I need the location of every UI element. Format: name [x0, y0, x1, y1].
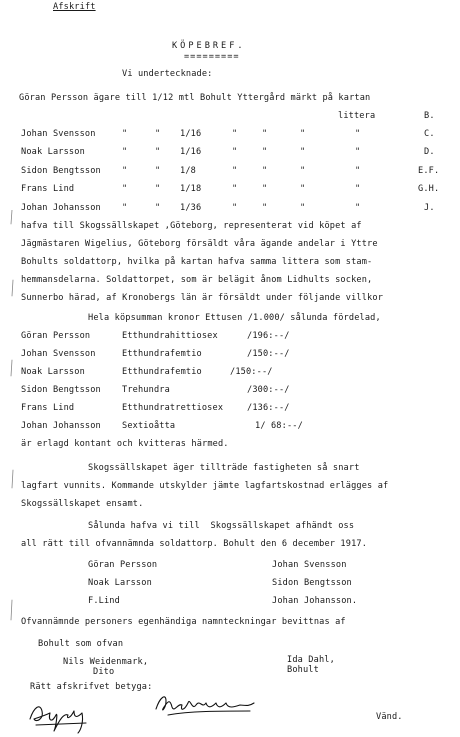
amount-words: Etthundrafemtio: [122, 367, 202, 377]
owner-name: Sidon Bengtsson: [21, 166, 101, 176]
ditto-mark: ": [355, 129, 361, 139]
ditto-mark: ": [232, 147, 238, 157]
handwritten-signature: [150, 689, 260, 721]
first-owner-line: Göran Persson ägare till 1/12 mtl Bohult Yttergård märkt på kartan: [19, 93, 371, 103]
littera-header: littera: [338, 111, 376, 121]
body-line: hafva till Skogssällskapet ,Göteborg, representerat vid köpet af: [21, 221, 362, 231]
ditto-mark: ": [355, 166, 361, 176]
owner-share: 1/18: [180, 184, 202, 194]
ditto-mark: ": [355, 203, 361, 213]
turn-over-note: Vänd.: [376, 712, 403, 722]
owner-littera: E.F.: [418, 166, 440, 176]
owner-name: Noak Larsson: [21, 147, 85, 157]
owner-littera: G.H.: [418, 184, 440, 194]
amount-figure: /300:--/: [247, 385, 290, 395]
access-line: Skogssällskapet äger tillträde fastigheten så snart: [88, 463, 360, 473]
ditto-mark: ": [262, 129, 268, 139]
owner-littera: J.: [424, 203, 435, 213]
payer-name: Göran Persson: [21, 331, 91, 341]
owner-share: 1/36: [180, 203, 202, 213]
ditto-mark: ": [262, 147, 268, 157]
owner-share: 1/16: [180, 129, 202, 139]
ditto-mark: ": [155, 203, 161, 213]
handwritten-signature: [26, 697, 106, 737]
certify-line: Rätt afskrifvet betyga:: [30, 682, 153, 692]
payer-name: Noak Larsson: [21, 367, 85, 377]
witness-address: Bohult: [287, 665, 319, 675]
witness-name: Ida Dahl,: [287, 655, 335, 665]
copy-label: Afskrift: [53, 2, 96, 12]
body-line: hemmansdelarna. Soldattorpet, som är belägit ånom Lidhults socken,: [21, 275, 373, 285]
witness-name: Nils Weidenmark,: [63, 657, 149, 667]
amount-words: Trehundra: [122, 385, 170, 395]
access-line: Skogssällskapet ensamt.: [21, 499, 144, 509]
ditto-mark: ": [232, 184, 238, 194]
witness-address: Dito: [93, 667, 115, 677]
ditto-mark: ": [300, 147, 306, 157]
conveyance-line: all rätt till ofvannämnda soldattorp. Bohult den 6 december 1917.: [21, 539, 368, 549]
ditto-mark: ": [122, 129, 128, 139]
conveyance-line: Sålunda hafva vi till Skogssällskapet afhändt oss: [88, 521, 355, 531]
amount-words: Sextioåtta: [122, 421, 176, 431]
witness-line: Ofvannämnde personers egenhändiga namnteckningar bevittnas af: [21, 617, 346, 627]
owner-name: Johan Johansson: [21, 203, 101, 213]
ditto-mark: ": [300, 203, 306, 213]
ditto-mark: ": [262, 184, 268, 194]
body-line: Sunnerbo härad, af Kronobergs län är försäldt under följande villkor: [21, 293, 384, 303]
amount-figure: /150:--/: [247, 349, 290, 359]
ditto-mark: ": [155, 184, 161, 194]
first-owner-littera: B.: [424, 111, 435, 121]
payer-name: Johan Johansson: [21, 421, 101, 431]
ditto-mark: ": [122, 203, 128, 213]
ditto-mark: ": [300, 129, 306, 139]
ditto-mark: ": [355, 184, 361, 194]
signatory-name: Noak Larsson: [88, 578, 152, 588]
access-line: lagfart vunnits. Kommande utskylder jämte lagfartskostnad erlägges af: [21, 481, 389, 491]
owner-share: 1/8: [180, 166, 196, 176]
ditto-mark: ": [122, 184, 128, 194]
margin-marks: [6, 210, 18, 630]
owner-name: Johan Svensson: [21, 129, 96, 139]
ditto-mark: ": [122, 166, 128, 176]
amount-figure: /136:--/: [247, 403, 290, 413]
ditto-mark: ": [232, 166, 238, 176]
ditto-mark: ": [155, 147, 161, 157]
owner-name: Frans Lind: [21, 184, 75, 194]
signatory-name: F.Lind: [88, 596, 120, 606]
payer-name: Johan Svensson: [21, 349, 96, 359]
ditto-mark: ": [355, 147, 361, 157]
owner-littera: C.: [424, 129, 435, 139]
ditto-mark: ": [300, 166, 306, 176]
amount-words: Etthundrahittiosex: [122, 331, 218, 341]
ditto-mark: ": [232, 203, 238, 213]
document-title: KÖPEBREF.: [172, 41, 246, 51]
amount-words: Etthundrafemtio: [122, 349, 202, 359]
ditto-mark: ": [300, 184, 306, 194]
ditto-mark: ": [262, 166, 268, 176]
signatory-name: Sidon Bengtsson: [272, 578, 352, 588]
ditto-mark: ": [155, 166, 161, 176]
body-line: Jägmästaren Wigelius, Göteborg försäldt våra ägande andelar i Yttre: [21, 239, 378, 249]
amount-words: Etthundratrettiosex: [122, 403, 224, 413]
payer-name: Frans Lind: [21, 403, 75, 413]
owner-littera: D.: [424, 147, 435, 157]
signatory-name: Göran Persson: [88, 560, 158, 570]
amount-figure: 1/ 68:--/: [255, 421, 303, 431]
paid-line: är erlagd kontant och kvitteras härmed.: [21, 439, 229, 449]
payer-name: Sidon Bengtsson: [21, 385, 101, 395]
price-line: Hela köpsumman kronor Ettusen /1.000/ sålunda fördelad,: [88, 313, 381, 323]
body-line: Bohults soldattorp, hvilka på kartan hafva samma littera som stam-: [21, 257, 373, 267]
signatory-name: Johan Johansson.: [272, 596, 358, 606]
ditto-mark: ": [122, 147, 128, 157]
signatory-name: Johan Svensson: [272, 560, 347, 570]
ditto-mark: ": [155, 129, 161, 139]
ditto-mark: ": [262, 203, 268, 213]
amount-figure: /150:--/: [230, 367, 273, 377]
title-underline: =========: [184, 52, 240, 62]
ditto-mark: ": [232, 129, 238, 139]
owner-share: 1/16: [180, 147, 202, 157]
amount-figure: /196:--/: [247, 331, 290, 341]
intro-line: Vi undertecknade:: [122, 69, 213, 79]
witness-place: Bohult som ofvan: [38, 639, 124, 649]
